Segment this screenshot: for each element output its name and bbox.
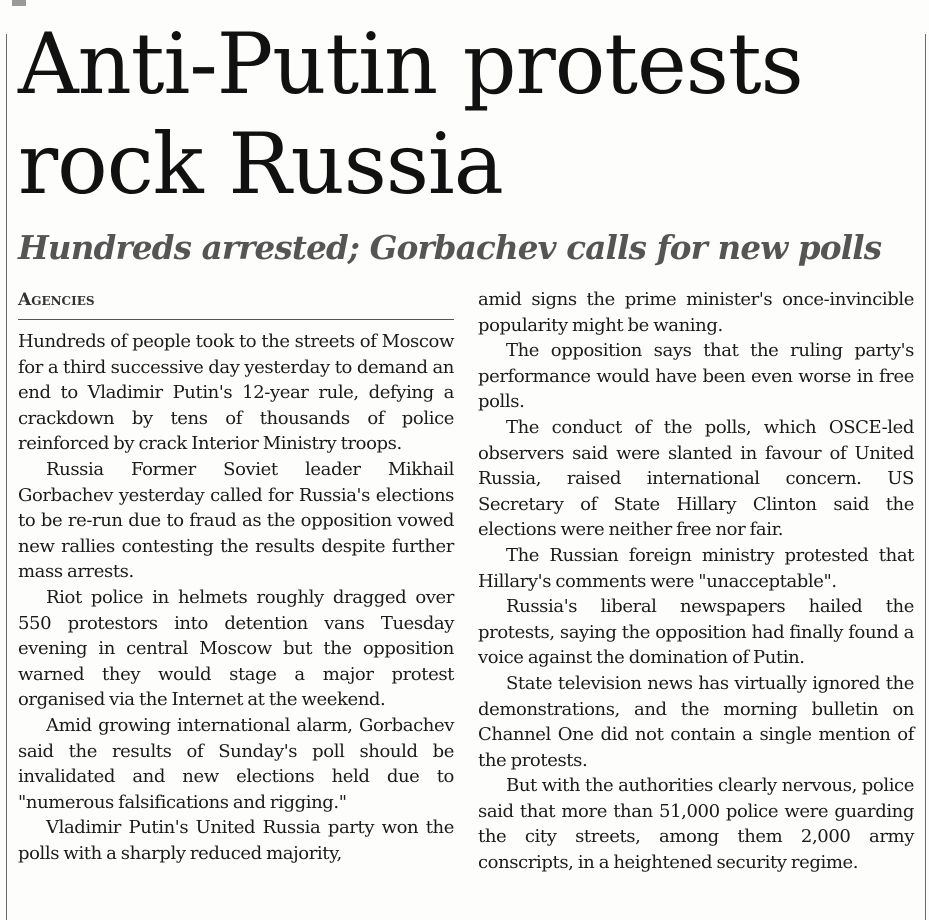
byline-divider [18,319,454,320]
paragraph: Vladimir Putin's United Russia party won the polls with a sharply reduced majority, [18,817,454,864]
clipping-edge-mark [12,0,26,6]
paragraph: But with the authorities clearly nervous, police said that more than 51,000 police were guarding the city streets, among them 2,000 army conscripts, in a heightened security regime. [478,775,914,874]
subheadline: Hundreds arrested; Gorbachev calls for new polls [18,228,882,267]
paragraph: Riot police in helmets roughly dragged over 550 protestors into detention vans Tuesday evening in central Moscow but the opposition warned they would stage a major protest organised via the Internet at the weekend. [18,586,454,711]
paragraph: amid signs the prime minister's once-invincible popularity might be waning. [478,289,914,336]
article-column-2 [478,287,914,876]
paragraph: Russia's liberal newspapers hailed the protests, saying the opposition had finally found a voice against the domination of Putin. [478,596,914,669]
paragraph: The Russian foreign ministry protested that Hillary's comments were "unacceptable". [478,544,914,592]
article-column-1 [18,329,454,866]
headline: Anti-Putin protests rock Russia [18,15,803,213]
byline: Agencies [18,290,95,310]
paragraph: The opposition says that the ruling party's performance would have been even worse in free polls. [478,340,914,413]
paragraph: Hundreds of people took to the streets of Moscow for a third successive day yesterday to demand an end to Vladimir Putin's 12-year rule, defying a crackdown by tens of thousands of police reinforced by crack Interior Ministry troops. [18,331,454,455]
paragraph: Amid growing international alarm, Gorbachev said the results of Sunday's poll should be invalidated and new elections held due to "numerous falsifications and rigging." [18,714,454,813]
right-border-rule [925,34,926,920]
paragraph: The conduct of the polls, which OSCE-led observers said were slanted in favour of United Russia, raised international concern. US Secretary of State Hillary Clinton said the elections were neither free nor fair. [478,416,914,541]
left-border-rule [6,34,7,920]
paragraph: State television news has virtually ignored the demonstrations, and the morning bulletin on Channel One did not contain a single mention of the protests. [478,672,914,771]
paragraph: Russia Former Soviet leader Mikhail Gorbachev yesterday called for Russia's elections to be re-run due to fraud as the opposition vowed new rallies contesting the results despite further mass arrests. [18,458,454,583]
